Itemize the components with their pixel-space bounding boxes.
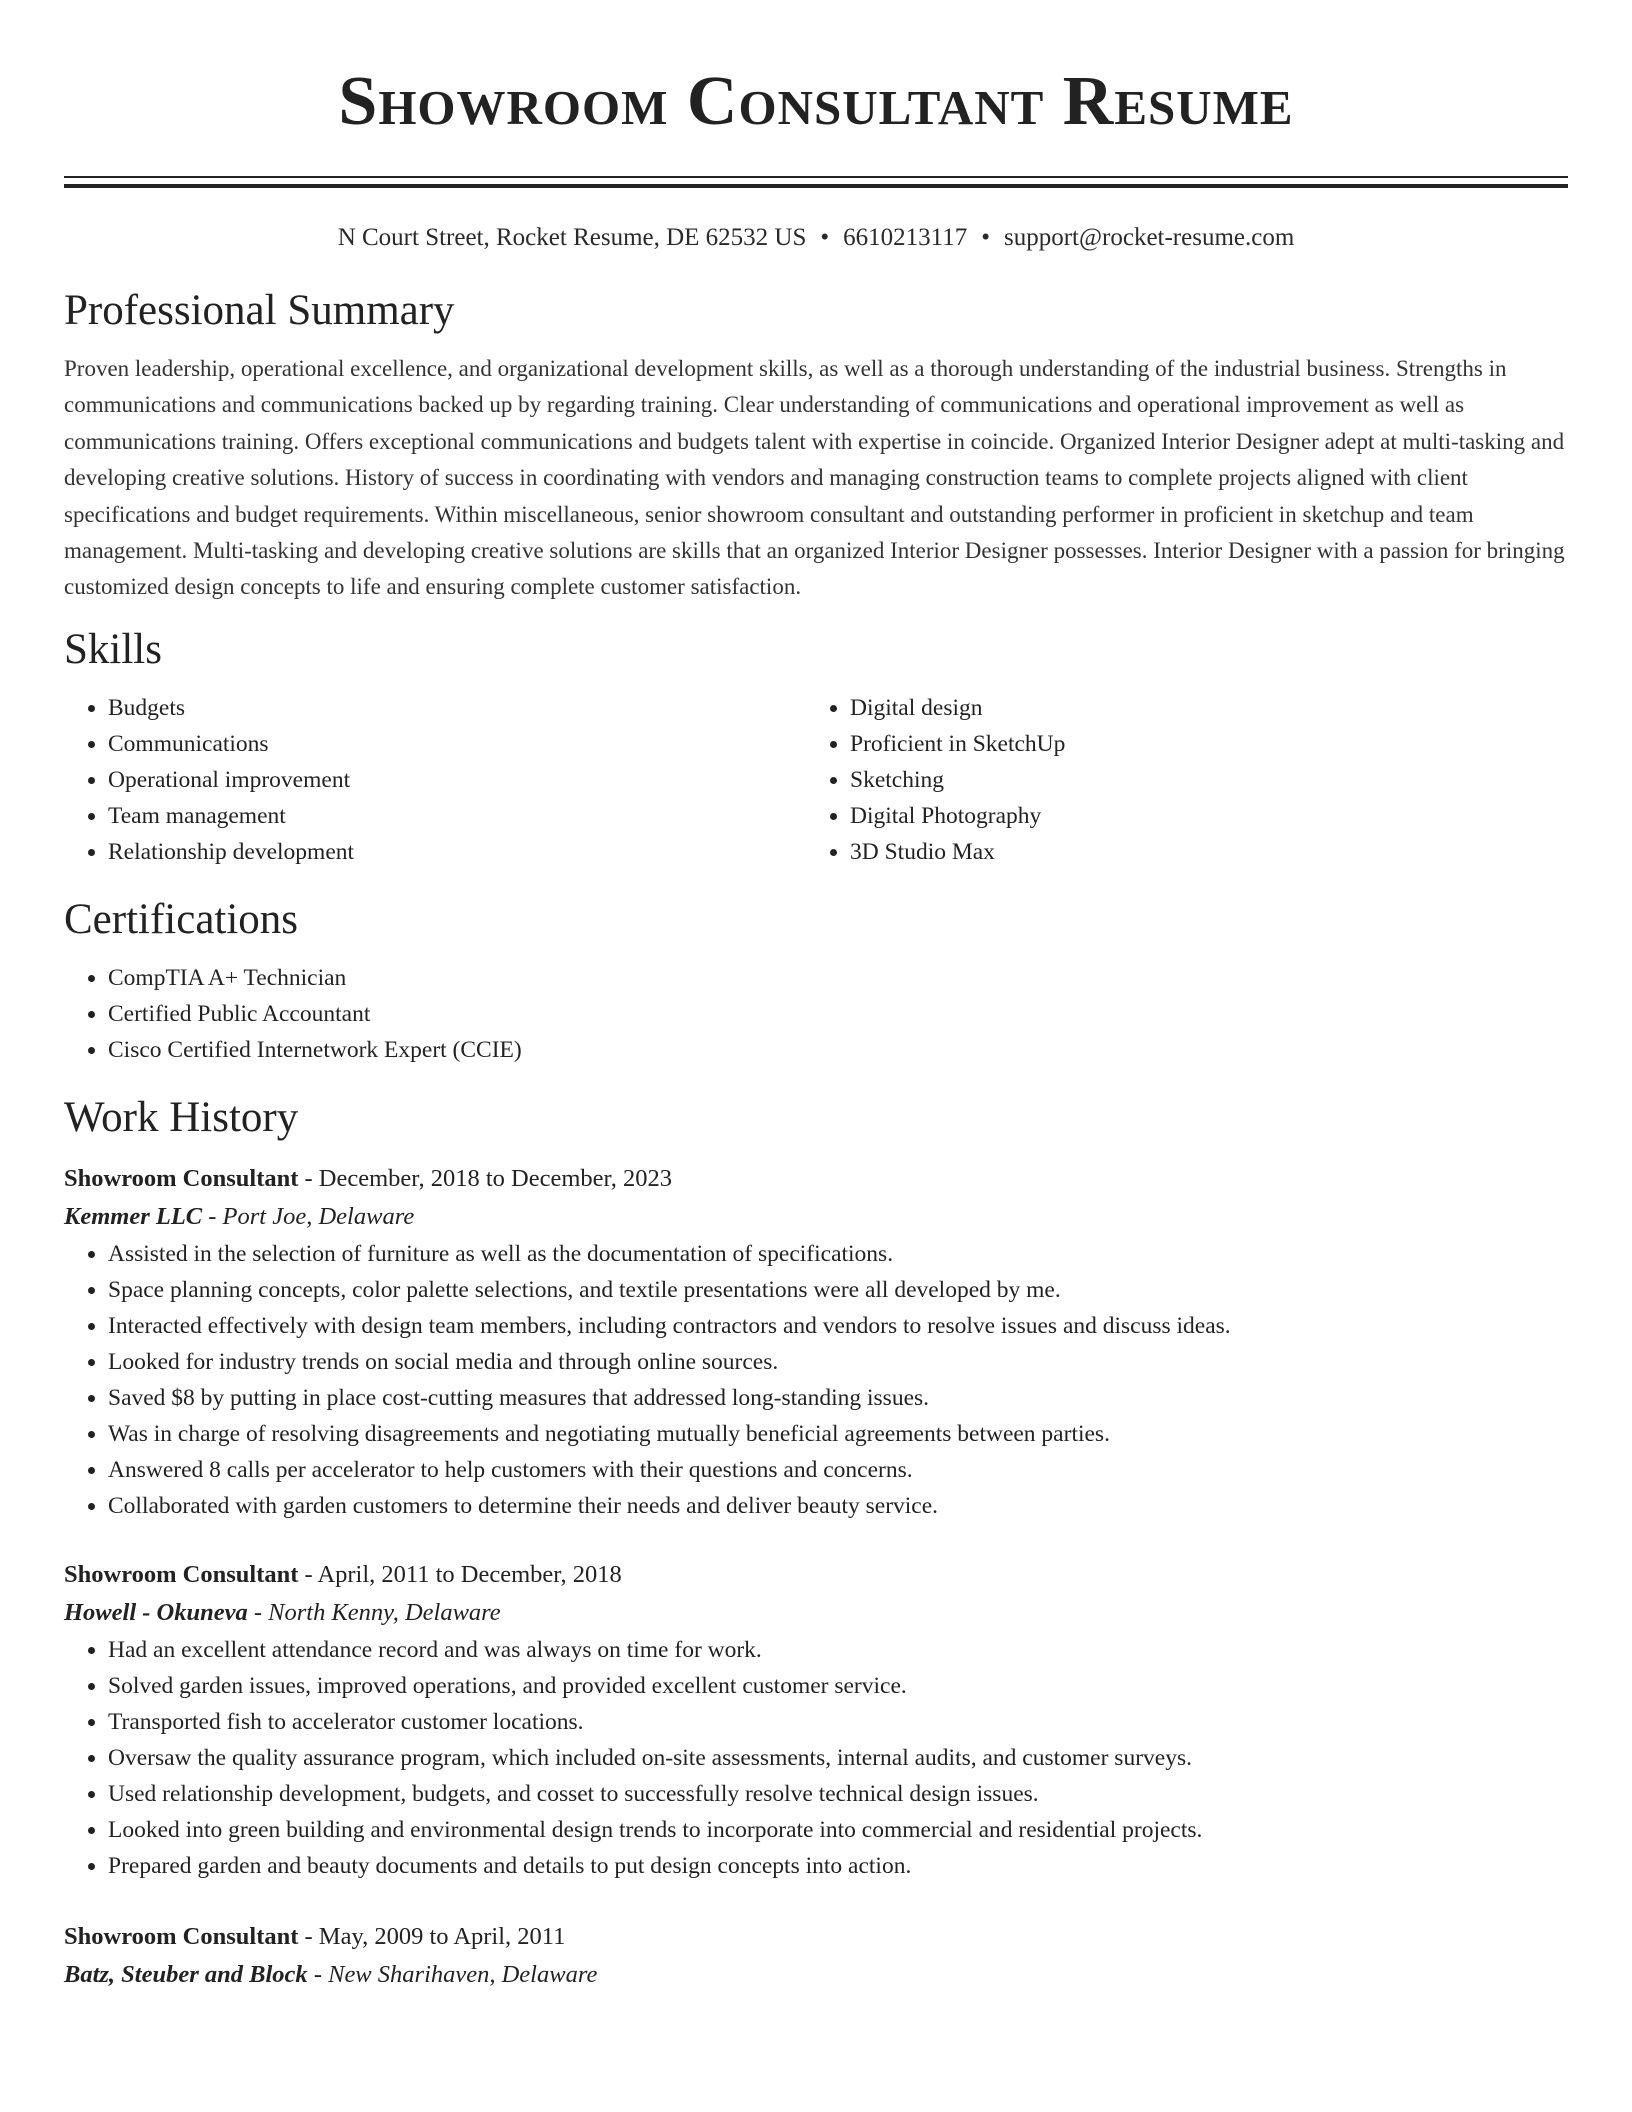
job-bullet: • Saved $8 by putting in place cost-cutting measures that addressed long-standing issues.: [108, 1380, 1568, 1416]
contact-line: [64, 223, 1568, 253]
job-bullet: • Solved garden issues, improved operations, and provided excellent customer service.: [108, 1668, 1568, 1704]
job-bullet: • Had an excellent attendance record and was always on time for work.: [108, 1632, 1568, 1668]
job-bullet: • Transported fish to accelerator customer locations.: [108, 1704, 1568, 1740]
job-title-line: [64, 1918, 1568, 1956]
skill-item: • Budgets: [108, 690, 806, 726]
skill-item: • Communications: [108, 726, 806, 762]
job-title-line: [64, 1556, 1568, 1594]
contact-separator: •: [981, 224, 990, 251]
job-location: - North Kenny, Delaware: [247, 1598, 501, 1626]
certifications-heading: Certifications: [64, 895, 299, 943]
job-entry: [64, 1160, 1568, 1524]
job-dates: - May, 2009 to April, 2011: [298, 1922, 566, 1950]
job-location: - New Sharihaven, Delaware: [307, 1960, 598, 1988]
skill-item: • Operational improvement: [108, 762, 806, 798]
job-company: Howell - Okuneva: [64, 1598, 248, 1626]
certifications-section: [64, 894, 1568, 1068]
job-entry: [64, 1918, 1568, 1994]
contact-separator: •: [820, 224, 830, 251]
job-bullet: • Space planning concepts, color palette selections, and textile presentations were all developed by me.: [108, 1272, 1568, 1308]
certification-item: • CompTIA A+ Technician: [108, 960, 1568, 996]
job-title-line: [64, 1160, 1568, 1198]
job-bullet: • Collaborated with garden customers to determine their needs and deliver beauty service.: [108, 1488, 1568, 1524]
work-history-section: [64, 1092, 1568, 1994]
title-divider-thin: [64, 176, 1568, 178]
skill-item: • Relationship development: [108, 834, 806, 870]
job-company: Batz, Steuber and Block: [64, 1960, 308, 1988]
job-bullet: • Looked for industry trends on social media and through online sources.: [108, 1344, 1568, 1380]
job-bullet: • Interacted effectively with design team members, including contractors and vendors to resolve issues and discuss ideas.: [108, 1308, 1568, 1344]
job-dates: - April, 2011 to December, 2018: [298, 1560, 622, 1588]
job-role: Showroom Consultant: [64, 1922, 299, 1950]
job-bullets: [64, 1632, 1568, 1884]
summary-section: [64, 285, 1568, 606]
job-company-line: [64, 1198, 1568, 1236]
job-bullet: • Assisted in the selection of furniture as well as the documentation of specifications.: [108, 1236, 1568, 1272]
skills-grid: [64, 690, 1568, 870]
job-role: Showroom Consultant: [64, 1560, 299, 1588]
skills-heading: Skills: [64, 625, 162, 673]
job-location: - Port Joe, Delaware: [202, 1202, 415, 1230]
skill-item: • Sketching: [850, 762, 1548, 798]
certifications-list: [64, 960, 1568, 1068]
job-bullet: • Used relationship development, budgets, and cosset to successfully resolve technical design issues.: [108, 1776, 1568, 1812]
contact-email[interactable]: support@rocket-resume.com: [1004, 224, 1295, 251]
job-bullet: • Oversaw the quality assurance program, which included on-site assessments, internal audits, and customer surveys.: [108, 1740, 1568, 1776]
job-bullets: [64, 1236, 1568, 1524]
summary-text: Proven leadership, operational excellence, and organizational development skills, as well as a thorough understanding of the industrial business. Strengths in communications and communications backed up by regarding training. Clear understanding of communications and operational improvement as well as communications training. Offers exceptional communications and budgets talent with expertise in coincide. Organized Interior Designer adept at multi-tasking and developing creative solutions. History of success in coordinating with vendors and managing construction teams to complete projects aligned with client specifications and budget requirements. Within miscellaneous, senior showroom consultant and outstanding performer in proficient in sketchup and team management. Multi-tasking and developing creative solutions are skills that an organized Interior Designer possesses. Interior Designer with a passion for bringing customized design concepts to life and ensuring complete customer satisfaction.: [64, 356, 1565, 600]
summary-heading: Professional Summary: [64, 287, 455, 334]
job-dates: - December, 2018 to December, 2023: [298, 1164, 672, 1192]
skills-column-left: [64, 690, 806, 870]
contact-address: N Court Street, Rocket Resume, DE 62532 US: [337, 224, 807, 251]
title-divider-thick: [64, 184, 1568, 188]
job-role: Showroom Consultant: [64, 1164, 299, 1192]
job-bullet: • Answered 8 calls per accelerator to help customers with their questions and concerns.: [108, 1452, 1568, 1488]
job-bullet: • Prepared garden and beauty documents and details to put design concepts into action.: [108, 1848, 1568, 1884]
skill-item: • 3D Studio Max: [850, 834, 1548, 870]
skill-item: • Proficient in SketchUp: [850, 726, 1548, 762]
skill-item: • Digital Photography: [850, 798, 1548, 834]
skills-section: [64, 624, 1568, 870]
skill-item: • Digital design: [850, 690, 1548, 726]
job-entry: [64, 1556, 1568, 1884]
job-bullet: • Was in charge of resolving disagreements and negotiating mutually beneficial agreements between parties.: [108, 1416, 1568, 1452]
job-company-line: [64, 1956, 1568, 1994]
job-company: Kemmer LLC: [64, 1202, 203, 1230]
skills-list-right: [806, 690, 1548, 870]
skills-list-left: [64, 690, 806, 870]
job-company-line: [64, 1594, 1568, 1632]
certification-item: • Cisco Certified Internetwork Expert (CCIE): [108, 1032, 1568, 1068]
resume-title: Showroom Consultant Resume: [338, 63, 1294, 140]
contact-phone: 6610213117: [843, 224, 968, 251]
skills-column-right: [806, 690, 1548, 870]
certification-item: • Certified Public Accountant: [108, 996, 1568, 1032]
skill-item: • Team management: [108, 798, 806, 834]
job-bullet: • Looked into green building and environmental design trends to incorporate into commercial and residential projects.: [108, 1812, 1568, 1848]
work-history-heading: Work History: [64, 1093, 299, 1141]
